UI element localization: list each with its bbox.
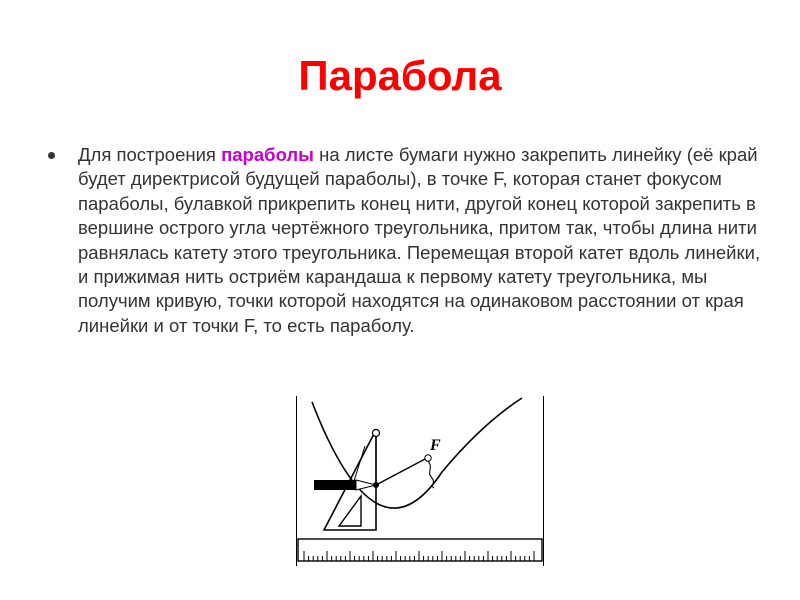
hatch-line <box>354 446 365 481</box>
string-tail <box>428 461 434 488</box>
string-pencil-to-focus <box>376 458 427 485</box>
text-after-term: на листе бумаги нужно закрепить линейку (её край будет директрисой будущей параболы), в точке F, которая станет фокусом параболы, булавкой прикрепить конец нити, другой конец которой закрепить в вершине острого угла чертёжного треугольника, притом так, чтобы длина нити равнялась катету этого треугольника. Перемещая второй катет вдоль линейки, и прижимая нить остриём карандаша к первому катету треугольника, мы получим кривую, точки которой находятся на одинаковом расстоянии от края линейки и от точки F, то есть параболу. <box>78 144 761 336</box>
text-before-term: Для построения <box>78 144 222 165</box>
highlighted-term: параболы <box>221 144 314 165</box>
bullet-paragraph <box>78 143 768 338</box>
parabola-construction-figure <box>296 396 544 566</box>
bullet-dot-icon <box>48 152 55 159</box>
bullet-item <box>48 143 768 338</box>
pencil-icon <box>314 480 356 490</box>
ruler-body <box>298 539 542 561</box>
apex-pin-icon <box>373 430 380 437</box>
focus-pin-icon <box>425 455 431 461</box>
focus-label: F <box>430 437 441 454</box>
drafting-triangle-inner <box>339 496 361 526</box>
pencil-contact-point <box>373 482 379 488</box>
parabola-figure-svg <box>296 396 544 566</box>
slide-title: Парабола <box>298 52 502 99</box>
